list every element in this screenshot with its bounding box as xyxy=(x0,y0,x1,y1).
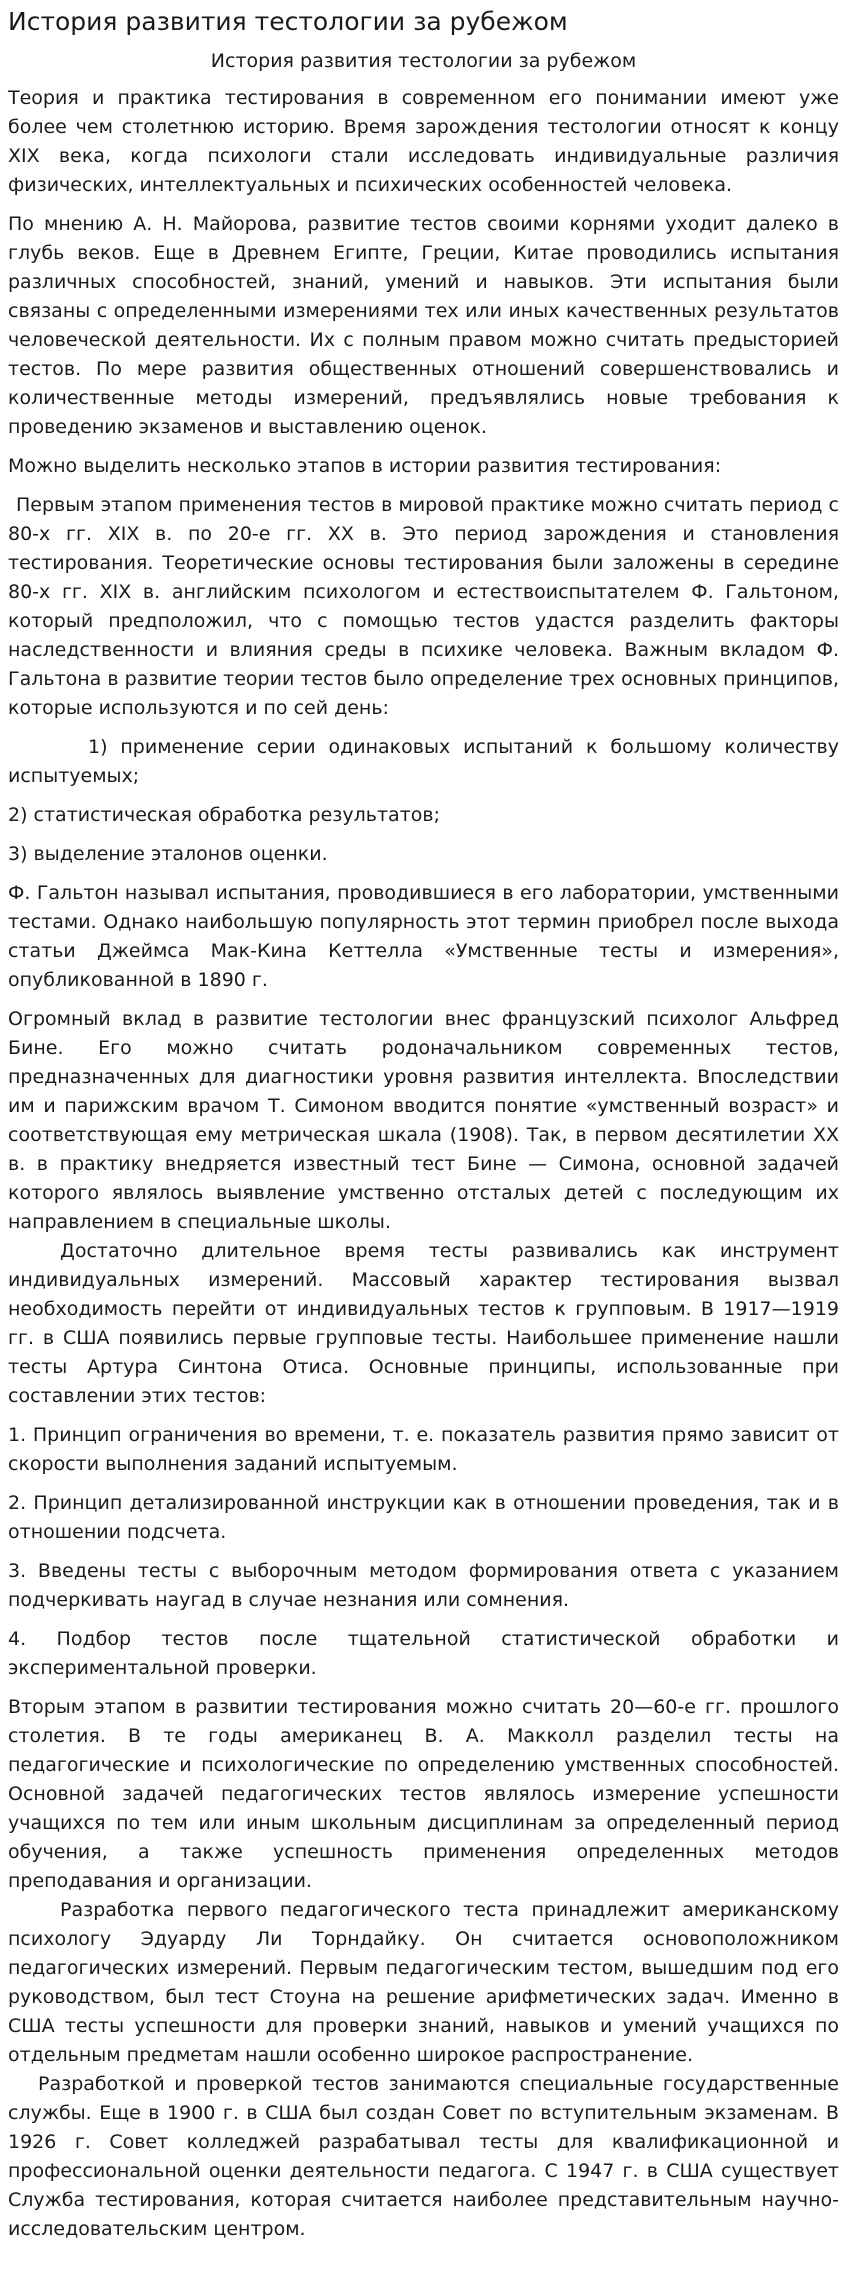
paragraph-intro: Теория и практика тестирования в современном его понимании имеют уже более чем столетнюю историю. Время зарождения тестологии относят к концу XIX века, когда психологи стали исследовать индивидуальные различия физических, интеллектуальных и психических особенностей человека. xyxy=(8,87,839,196)
article xyxy=(0,6,847,2244)
paragraph-mental-tests: Ф. Гальтон называл испытания, проводившиеся в его лаборатории, умственными тестами. Однако наибольшую популярность этот термин приобрел после выхода статьи Джеймса Мак-Кина Кеттелла «Умственные тесты и измерения», опубликованной в 1890 г. xyxy=(8,882,839,991)
list-item-galton-2: 2) статистическая обработка результатов; xyxy=(8,804,440,826)
list-item-galton-3: 3) выделение эталонов оценки. xyxy=(8,843,328,865)
list-item-otis-2: 2. Принцип детализированной инструкции как в отношении проведения, так и в отношении подсчета. xyxy=(8,1492,839,1543)
list-item-otis-1: 1. Принцип ограничения во времени, т. е. показатель развития прямо зависит от скорости выполнения заданий испытуемым. xyxy=(8,1424,839,1475)
list-item-otis-4: 4. Подбор тестов после тщательной статистической обработки и экспериментальной проверки. xyxy=(8,1628,839,1679)
page-title: История развития тестологии за рубежом xyxy=(8,7,568,36)
paragraph-services: Разработкой и проверкой тестов занимаются специальные государственные службы. Еще в 1900 г. в США был создан Совет по вступительным экзаменам. В 1926 г. Совет колледжей разрабатывал тесты для квалификационной и профессиональной оценки деятельности педагога. С 1947 г. в США существует Служба тестирования, которая считается наиболее представительным научно-исследовательским центром. xyxy=(8,2073,839,2240)
paragraph-binet: Огромный вклад в развитие тестологии внес французский психолог Альфред Бине. Его можно считать родоначальником современных тестов, предназначенных для диагностики уровня развития интеллекта. Впоследствии им и парижским врачом Т. Симоном вводится понятие «умственный возраст» и соответствующая ему метрическая шкала (1908). Так, в первом десятилетии XX в. в практику внедряется известный тест Бине — Симона, основной задачей которого являлось выявление умственно отсталых детей с последующим их направлением в специальные школы. xyxy=(8,1008,839,1233)
list-item-otis-3: 3. Введены тесты с выборочным методом формирования ответа с указанием подчеркивать наугад в случае незнания или сомнения. xyxy=(8,1560,839,1611)
paragraph-stage-one: Первым этапом применения тестов в мировой практике можно считать период с 80-х гг. XIX в. по 20-е гг. XX в. Это период зарождения и становления тестирования. Теоретические основы тестирования были заложены в середине 80-х гг. XIX в. английским психологом и естествоиспытателем Ф. Гальтоном, который предположил, что с помощью тестов удастся разделить факторы наследственности и влияния среды в психике человека. Важным вкладом Ф. Гальтона в развитие теории тестов было определение трех основных принципов, которые используются и по сей день: xyxy=(8,494,839,719)
paragraph-mayorov: По мнению А. Н. Майорова, развитие тестов своими корнями уходит далеко в глубь веков. Еще в Древнем Египте, Греции, Китае проводились испытания различных способностей, знаний, умений и навыков. Эти испытания были связаны с определенными измерениями тех или иных качественных результатов человеческой деятельности. Их с полным правом можно считать предысторией тестов. По мере развития общественных отношений совершенствовались и количественные методы измерений, предъявлялись новые требования к проведению экзаменов и выставлению оценок. xyxy=(8,213,839,438)
paragraph-group-tests: Достаточно длительное время тесты развивались как инструмент индивидуальных измерений. Массовый характер тестирования вызвал необходимость перейти от индивидуальных тестов к групповым. В 1917—1919 гг. в США появились первые групповые тесты. Наибольшее применение нашли тесты Артура Синтона Отиса. Основные принципы, использованные при составлении этих тестов: xyxy=(8,1240,839,1407)
paragraph-thorndike: Разработка первого педагогического теста принадлежит американскому психологу Эдуарду Ли Торндайку. Он считается основоположником педагогических измерений. Первым педагогическим тестом, вышедшим под его руководством, был тест Стоуна на решение арифметических задач. Именно в США тесты успешности для проверки знаний, навыков и умений учащихся по отдельным предметам нашли особенно широкое распространение. xyxy=(8,1899,839,2066)
paragraph-stages-lead: Можно выделить несколько этапов в истории развития тестирования: xyxy=(8,455,722,477)
article-subtitle: История развития тестологии за рубежом xyxy=(210,50,637,72)
paragraph-stage-two: Вторым этапом в развитии тестирования можно считать 20—60-е гг. прошлого столетия. В те годы американец В. А. Макколл разделил тесты на педагогические и психологические по определению умственных способностей. Основной задачей педагогических тестов являлось измерение успешности учащихся по тем или иным школьным дисциплинам за определенный период обучения, а также успешность применения определенных методов преподавания и организации. xyxy=(8,1696,839,1892)
list-item-galton-1: 1) применение серии одинаковых испытаний к большому количеству испытуемых; xyxy=(8,736,839,787)
